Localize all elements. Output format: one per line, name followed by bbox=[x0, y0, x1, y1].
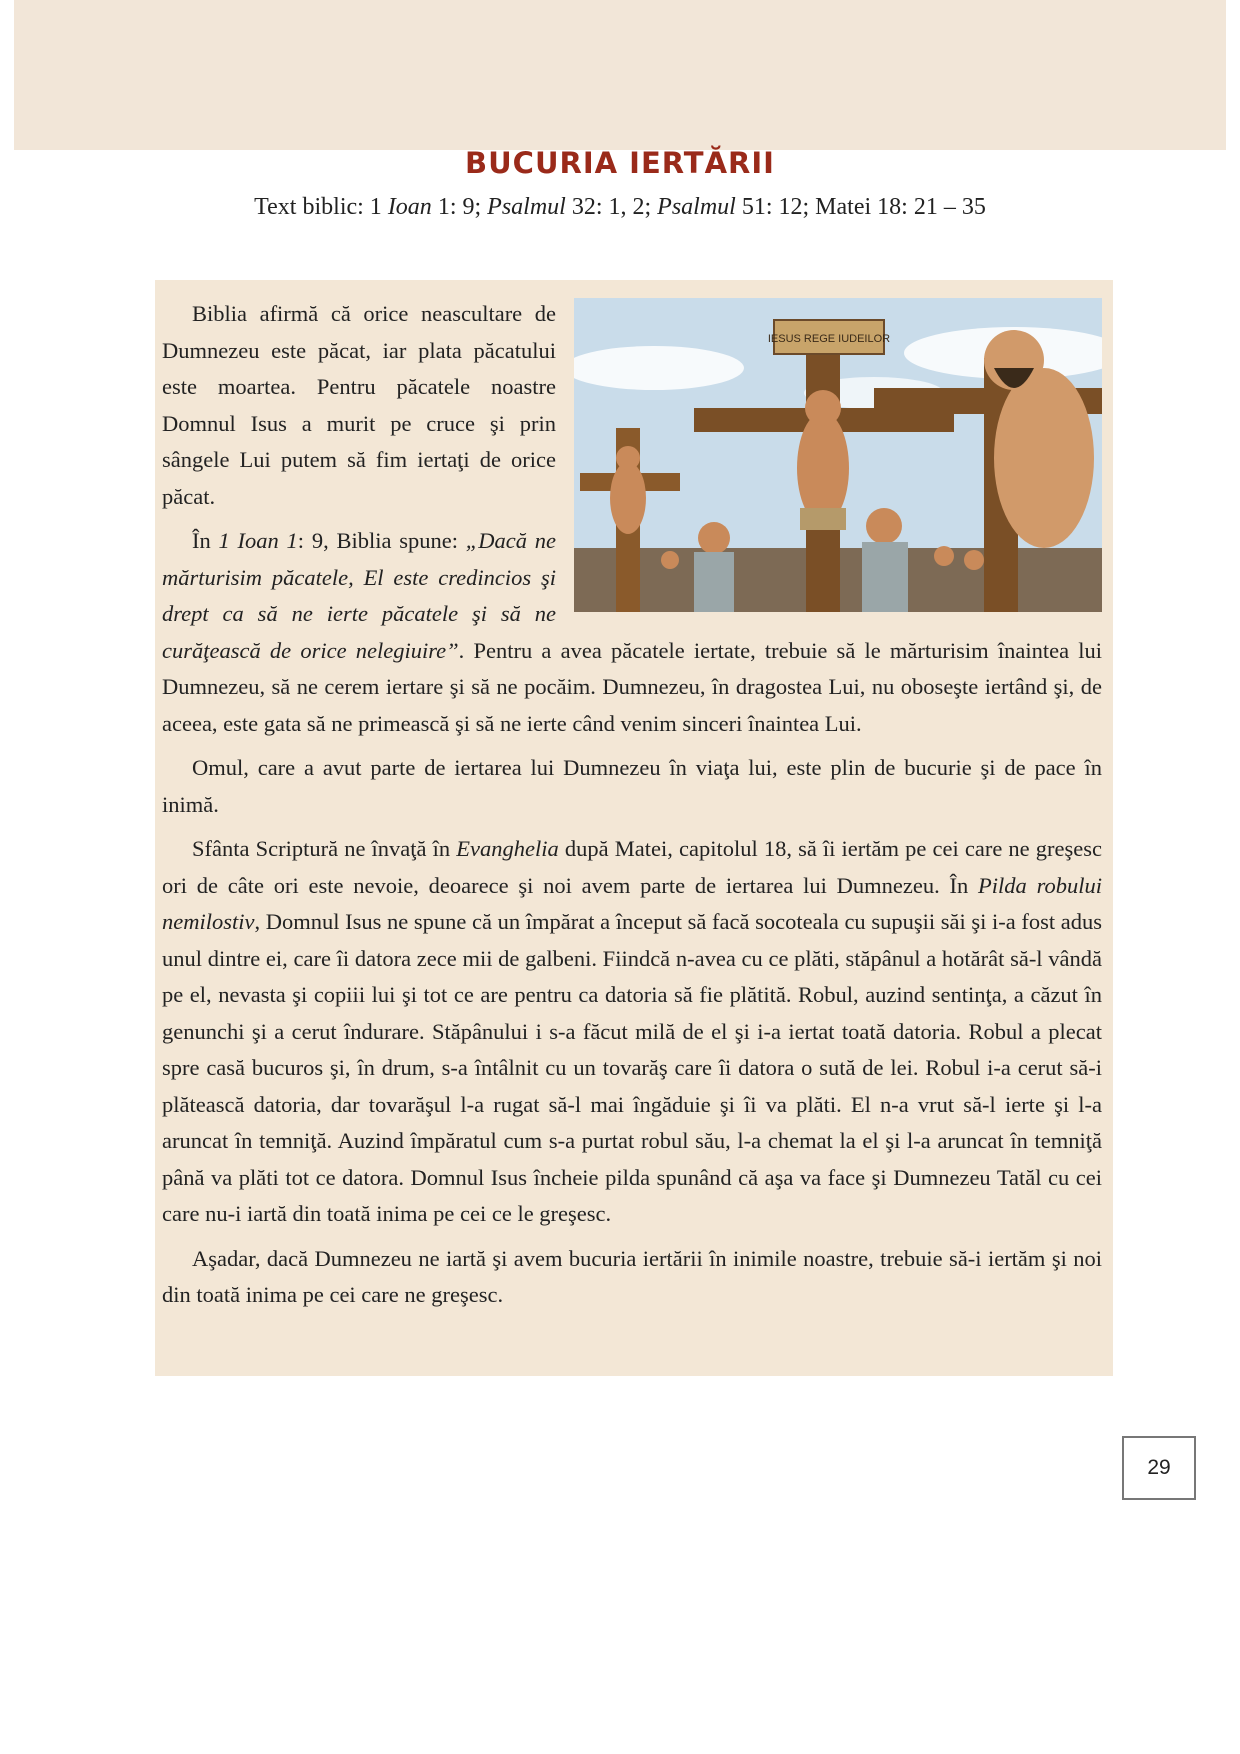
cross-sign-text: IESUS REGE IUDEILOR bbox=[767, 333, 891, 345]
ref-part1: 1: 9; bbox=[431, 194, 488, 220]
bible-reference bbox=[0, 194, 1240, 221]
p4-text-a: Sfânta Scriptură ne învaţă în bbox=[192, 836, 457, 861]
paragraph-1: Biblia afirmă că orice neascultare de Dumnezeu este păcat, iar plata păcatului este moartea. Pentru păcatele noastre Domnul Isus a murit pe cruce şi prin sângele Lui putem să fim iertaţi de orice păcat. bbox=[162, 301, 556, 509]
lesson-body bbox=[162, 296, 1102, 1314]
ref-part3: 51: 12; Matei 18: 21 – 35 bbox=[735, 194, 986, 220]
p4-parable-title: Pilda robului nemilostiv bbox=[162, 872, 1102, 934]
ref-prefix: Text biblic: 1 bbox=[254, 194, 388, 220]
p2-reference: 1 Ioan 1 bbox=[218, 528, 298, 553]
paragraph-4 bbox=[162, 831, 1102, 1233]
p4-text-c: , Domnul Isus ne spune că un împărat a început să facă socoteala cu supuşii săi şi i-a fost adus unul dintre ei, care îi datora zece mii de galbeni. Fiindcă n-avea cu ce plăti, stăpânul a hotărât să-l vândă pe el, nevasta şi copiii lui şi tot ce are pentru ca datoria să fie plătită. Robul, auzind sentinţa, a căzut în genunchi şi a cerut îndurare. Stăpânului i s-a făcut milă de el şi i-a iertat toată datoria. Robul a plecat spre casă bucuros şi, în drum, s-a întâlnit cu un tovarăş care îi datora o sută de lei. Robul i-a cerut să-i plătească datoria, dar tovarăşul l-a rugat să-l mai îngăduie şi îi va plăti. El n-a vrut să-l ierte şi l-a aruncat în temniţă. Auzind împăratul cum s-a purtat robul său, l-a chemat la el şi l-a aruncat în temniţă până va plăti tot ce datora. Domnul Isus încheie pilda spunând că aşa va face şi Dumnezeu Tatăl cu cei care nu-i iartă din toată inima pe cei ce le greşesc. bbox=[162, 909, 1102, 1226]
ref-book-psalmul-2: Psalmul bbox=[657, 194, 736, 220]
page-title: BUCURIA IERTĂRII bbox=[465, 146, 775, 180]
paragraph-5: Aşadar, dacă Dumnezeu ne iartă şi avem bucuria iertării în inimile noastre, trebuie să-i iertăm şi noi din toată inima pe cei care ne greşesc. bbox=[162, 1245, 1102, 1307]
page-number: 29 bbox=[1122, 1436, 1196, 1500]
ref-book-ioan: Ioan bbox=[387, 194, 432, 220]
p2-text-c: . Pentru a avea păcatele iertate, trebuie să le mărturisim înaintea lui Dumnezeu, să ne cerem iertare şi să ne pocăim. Dumnezeu, în dragostea Lui, nu oboseşte iertând şi, de aceea, este gata să ne primească şi să ne ierte când venim sinceri înaintea Lui. bbox=[162, 637, 1103, 736]
ref-part2: 32: 1, 2; bbox=[565, 194, 658, 220]
p4-gospel: Evanghelia bbox=[456, 836, 559, 861]
ref-book-psalmul-1: Psalmul bbox=[487, 194, 566, 220]
paragraph-3: Omul, care a avut parte de iertarea lui Dumnezeu în viaţa lui, este plin de bucurie şi de pace în inimă. bbox=[162, 755, 1102, 817]
crucifixion-illustration bbox=[574, 298, 1102, 612]
p2-text-b: : 9, Biblia spune: bbox=[297, 528, 466, 553]
header-paper-band bbox=[14, 0, 1226, 150]
p4-text-b: după Matei, capitolul 18, să îi iertăm pe cei care ne greşesc ori de câte ori este nevoie, deoarece şi noi avem parte de iertarea lui Dumnezeu. În bbox=[162, 836, 1102, 898]
p2-quote: „Dacă ne mărturisim păcatele, El este credincios şi drept ca să ne ierte păcatele şi să ne curăţească de orice nelegiuire” bbox=[162, 528, 556, 663]
p2-text-a: În bbox=[192, 528, 219, 553]
